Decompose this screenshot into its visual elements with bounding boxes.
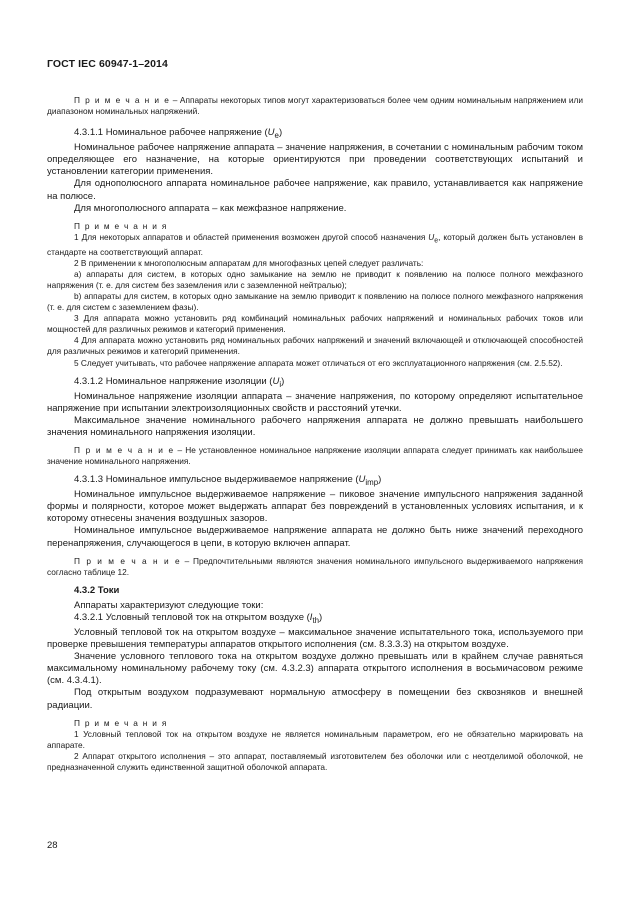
notes-block <box>47 556 583 578</box>
note-item: 3 Для аппарата можно установить ряд комбинаций номинальных рабочих напряжений и номинальных рабочих токов или мощностей для различных режимов и категорий применения. <box>47 313 583 335</box>
note-item: 2 Аппарат открытого исполнения – это аппарат, поставляемый изготовителем без оболочки или с неотделимой оболочкой, не предназначенной служить единственной защитной оболочкой аппарата. <box>47 750 583 772</box>
paragraph: Номинальное импульсное выдерживаемое напряжение – пиковое значение импульсного напряжения заданной формы и полярности, которое может выдержать аппарат без повреждений в установленных условиях испытания, и к которому отнесены значения воздушных зазоров. <box>47 489 583 525</box>
top-note <box>47 95 583 117</box>
paragraph: Под открытым воздухом подразумевают нормальную атмосферу в помещении без сквозняков и внешней радиации. <box>47 687 583 711</box>
note-item: П р и м е ч а н и е – Не установленное номинальное напряжение изоляции аппарата следует принимать как наибольшее значение номинального напряжения. <box>47 444 583 467</box>
heading-4-3-2: 4.3.2 Токи <box>74 584 120 596</box>
notes-block <box>47 221 583 369</box>
note-item: 5 Следует учитывать, что рабочее напряжение аппарата может отличаться от его эксплуатационного напряжения (см. 2.5.52). <box>74 357 563 368</box>
paragraph: Для многополюсного аппарата – как межфазное напряжение. <box>74 202 347 214</box>
note-item: 2 В применении к многополюсным аппаратам для многофазных цепей следует различать: <box>74 257 424 268</box>
notes-title: П р и м е ч а н и я <box>74 717 168 728</box>
note-item: а) аппараты для систем, в которых одно замыкание на землю не приводит к появлению на полюсе полного межфазного напряжения (т. е. для систем без заземления или с заземленной нейтралью); <box>47 268 583 290</box>
notes-block <box>47 718 583 773</box>
paragraph: Для однополюсного аппарата номинальное рабочее напряжение, как правило, устанавливается как напряжение на полюсе. <box>47 178 583 202</box>
heading-4-3-2-1: 4.3.2.1 Условный тепловой ток на открытом воздухе $(I_{th})$ <box>74 611 323 625</box>
heading-4-3-1-1: 4.3.1.1 Номинальное рабочее напряжение $(U_e)$ <box>74 127 283 141</box>
page-number: 28 <box>47 840 58 851</box>
paragraph: Значение условного теплового тока на открытом воздухе должно превышать или в крайнем случае равняться максимальному номинальному рабочему току (см. 4.3.2.3) аппарата открытого исполнения в восьмичасовом режиме (см. 4.3.4.1). <box>47 651 583 687</box>
heading-4-3-1-2: 4.3.1.2 Номинальное напряжение изоляции $(U_i)$ <box>74 375 285 389</box>
paragraph: Максимальное значение номинального рабочего напряжения аппарата не должно превышать наибольшего значения номинального напряжения изоляции. <box>47 414 583 438</box>
heading-4-3-1-3: 4.3.1.3 Номинальное импульсное выдерживаемое напряжение $(U_{imp})$ <box>74 474 382 488</box>
note-item: b) аппараты для систем, в которых одно замыкание на землю приводит к появлению на полюсе полного межфазного напряжения (т. е. для систем с заземлением фазы). <box>47 290 583 313</box>
paragraph: Условный тепловой ток на открытом воздухе – максимальное значение испытательного тока, используемого при проверке превышения температуры аппаратов открытого исполнения (см. 8.3.3.3) на открытом воздухе. <box>47 626 583 651</box>
note-item: 1 Для некоторых аппаратов и областей применения возможен другой способ назначения $U_e$, который должен быть установлен в стандарте на соответствующий аппарат. <box>47 231 583 257</box>
top-note-text: – Аппараты некоторых типов могут характеризоваться более чем одним номинальным напряжением или диапазоном номинальных напряжений. <box>47 95 583 117</box>
paragraph: Номинальное рабочее напряжение аппарата – значение напряжения, в сочетании с номинальным рабочим током определяющее его назначение, на которые ориентируются при проведении соответствующих испытаний и установлении категории применения. <box>47 142 583 178</box>
note-item: 1 Условный тепловой ток на открытом воздухе не является номинальным параметром, его не обязательно маркировать на аппарате. <box>47 728 583 750</box>
note-label: П р и м е ч а н и е <box>74 95 171 105</box>
paragraph: Номинальное импульсное выдерживаемое напряжение аппарата не должно быть ниже значений переходного перенапряжения, случающегося в цепи, в которую включен аппарат. <box>47 525 583 549</box>
paragraph: Номинальное напряжение изоляции аппарата – значение напряжения, по которому определяют испытательное напряжение при испытании электроизоляционных свойств и расстояний утечки. <box>47 390 583 414</box>
notes-block <box>47 445 583 467</box>
paragraph: Аппараты характеризуют следующие токи: <box>74 599 264 611</box>
note-item: П р и м е ч а н и е – Предпочтительными являются значения номинального импульсного выдерживаемого напряжения согласно таблице 12. <box>47 555 583 577</box>
standard-header: ГОСТ IEC 60947-1–2014 <box>47 58 168 70</box>
note-item: 4 Для аппарата можно установить ряд номинальных рабочих напряжений и значений включающей и отключающей способностей для различных режимов и категорий применения. <box>47 335 583 357</box>
notes-title: П р и м е ч а н и я <box>74 220 168 231</box>
